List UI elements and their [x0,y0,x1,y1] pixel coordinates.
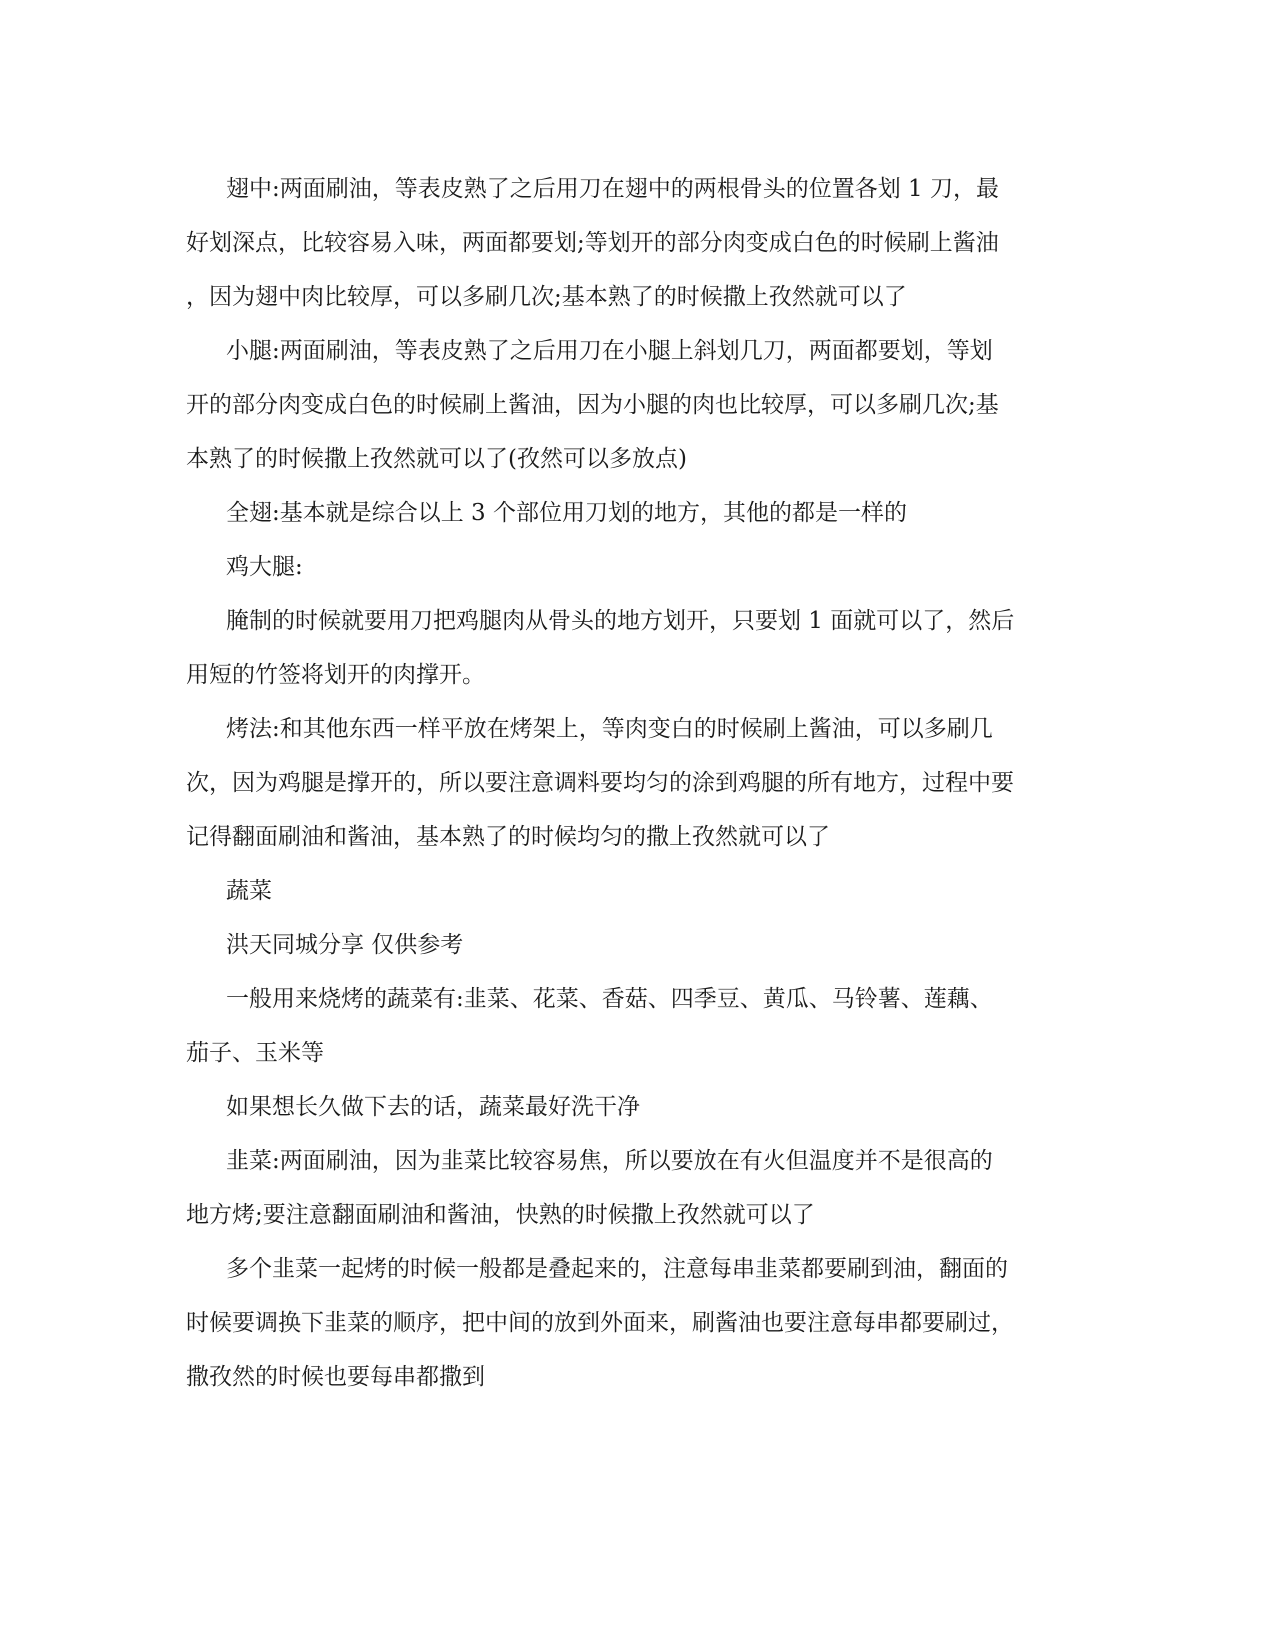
text-line: 小腿:两面刷油，等表皮熟了之后用刀在小腿上斜划几刀，两面都要划，等划 [226,338,993,364]
text-line: 翅中:两面刷油，等表皮熟了之后用刀在翅中的两根骨头的位置各划 1 刀，最 [226,176,1000,202]
text-line: 如果想长久做下去的话，蔬菜最好洗干净 [226,1094,640,1120]
text-line: 茄子、玉米等 [186,1040,324,1066]
text-line: 腌制的时候就要用刀把鸡腿肉从骨头的地方划开，只要划 1 面就可以了，然后 [226,608,1015,634]
text-line: 一般用来烧烤的蔬菜有:韭菜、花菜、香菇、四季豆、黄瓜、马铃薯、莲藕、 [226,986,993,1012]
text-line: 多个韭菜一起烤的时候一般都是叠起来的，注意每串韭菜都要刷到油，翻面的 [226,1256,1008,1282]
text-line: 韭菜:两面刷油，因为韭菜比较容易焦，所以要放在有火但温度并不是很高的 [226,1148,993,1174]
text-line: 用短的竹签将划开的肉撑开。 [186,662,485,688]
text-line: ，因为翅中肉比较厚，可以多刷几次;基本熟了的时候撒上孜然就可以了 [186,284,907,310]
text-line: 烤法:和其他东西一样平放在烤架上，等肉变白的时候刷上酱油，可以多刷几 [226,716,993,742]
section-heading: 蔬菜 [226,878,272,904]
document-body [186,162,1086,1404]
text-line: 全翅:基本就是综合以上 3 个部位用刀划的地方，其他的都是一样的 [226,500,908,526]
text-line: 地方烤;要注意翻面刷油和酱油，快熟的时候撒上孜然就可以了 [186,1202,815,1228]
text-line: 记得翻面刷油和酱油，基本熟了的时候均匀的撒上孜然就可以了 [186,824,830,850]
text-line: 好划深点，比较容易入味，两面都要划;等划开的部分肉变成白色的时候刷上酱油 [186,230,999,256]
section-heading: 鸡大腿: [226,554,303,580]
text-line: 时候要调换下韭菜的顺序，把中间的放到外面来，刷酱油也要注意每串都要刷过， [186,1310,1014,1336]
text-line: 本熟了的时候撒上孜然就可以了(孜然可以多放点) [186,446,687,472]
text-line: 洪天同城分享 仅供参考 [226,932,464,958]
text-line: 开的部分肉变成白色的时候刷上酱油，因为小腿的肉也比较厚，可以多刷几次;基 [186,392,999,418]
text-line: 次，因为鸡腿是撑开的，所以要注意调料要均匀的涂到鸡腿的所有地方，过程中要 [186,770,1014,796]
text-line: 撒孜然的时候也要每串都撒到 [186,1364,485,1390]
